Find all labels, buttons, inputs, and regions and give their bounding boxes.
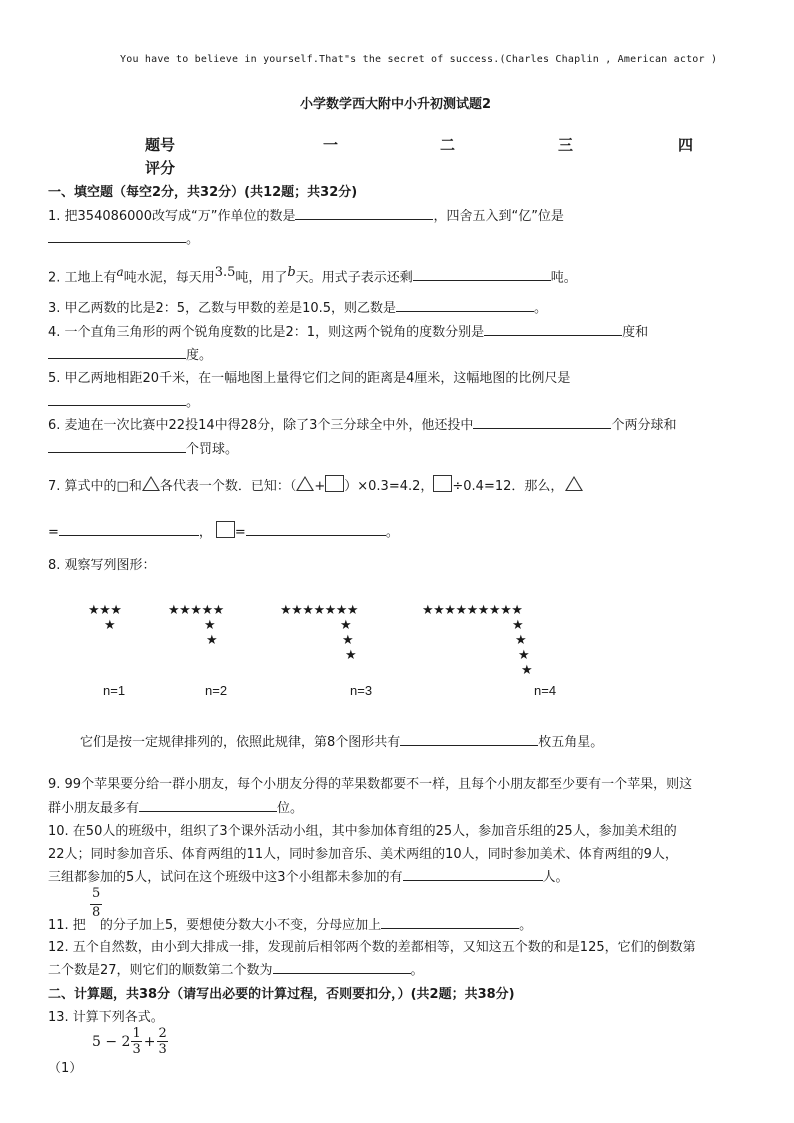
score-col-4: 四: [678, 136, 694, 154]
triangle-icon: [296, 476, 314, 491]
q2-text-b: 吨水泥，每天用: [123, 270, 215, 286]
q7-text-h: =: [234, 525, 246, 540]
question-10-line3: [48, 866, 569, 885]
q7-text-a: 7. 算式中的□和: [48, 479, 142, 494]
q11-fraction-bar: [90, 904, 102, 905]
q7-text-d: ）×0.3=4.2，: [344, 479, 434, 494]
q3-text-b: 。: [534, 301, 548, 316]
q9-text-b: 群小朋友最多有: [48, 801, 140, 816]
question-5-line2: [48, 391, 199, 410]
q4-text-b: 度和: [622, 325, 649, 340]
question-11: [48, 914, 532, 933]
q7-blank-2[interactable]: [246, 521, 386, 536]
score-table-row2-label: 评分: [145, 159, 176, 177]
q6-blank-2[interactable]: [48, 438, 186, 453]
triangle-icon: [565, 476, 583, 491]
q8-text-b: 它们是按一定规律排列的，依照此规律，第8个图形共有: [80, 735, 401, 750]
q13-fraction-1-den: 3: [132, 1042, 141, 1057]
question-2: [48, 265, 577, 285]
q6-text-a: 6. 麦迪在一次比赛中22投14中得28分，除了3个三分球全中外，他还投中: [48, 418, 474, 433]
score-table-row1-label: 题号: [145, 136, 176, 154]
q2-blank[interactable]: [413, 266, 551, 281]
question-5: [48, 367, 570, 386]
q7-text-b: 各代表一个数．已知：（: [159, 479, 297, 494]
q6-text-b: 个两分球和: [611, 418, 677, 433]
section2-heading: 二、计算题，共38分（请写出必要的计算过程，否则要扣分，）(共2题；共38分): [48, 987, 515, 1002]
star-figure-3-col-2: ★: [342, 633, 354, 648]
q9-text-c: 位。: [277, 801, 304, 816]
star-figure-3-col-3: ★: [345, 648, 357, 663]
question-7: [48, 475, 583, 494]
question-8-answer: [80, 731, 603, 750]
q4-text-a: 4. 一个直角三角形的两个锐角度数的比是2：1，则这两个锐角的度数分别是: [48, 325, 485, 340]
q2-num: 3.5: [214, 265, 236, 280]
page-title: 小学数学西大附中小升初测试题2: [300, 97, 492, 112]
q12-blank[interactable]: [273, 959, 411, 974]
q7-text-e: ÷0.4=12．那么，: [452, 479, 564, 494]
question-1-line2: [48, 228, 199, 247]
q11-text-c: 。: [519, 918, 533, 933]
star-figure-1-col-1: ★: [104, 618, 116, 633]
star-figure-2-col-1: ★: [204, 618, 216, 633]
q1-blank-2[interactable]: [48, 228, 186, 243]
star-figure-2: [168, 603, 224, 648]
q12-text-c: 。: [410, 963, 424, 978]
q1-text-a: 1. 把354086000改写成“万”作单位的数是: [48, 209, 296, 224]
q10-text-d: 人。: [542, 870, 569, 885]
star-figure-3: [280, 603, 358, 663]
q13-fraction-1-num: 1: [132, 1026, 141, 1041]
q12-text-b: 二个数是27，则它们的顺数第二个数为: [48, 963, 273, 978]
q11-fraction-den: 8: [92, 905, 101, 920]
square-icon: [433, 475, 452, 492]
question-12-line2: [48, 959, 424, 978]
q2-var-b: b: [287, 265, 296, 280]
star-figure-3-top: ★★★★★★★: [280, 603, 359, 618]
q4-blank-1[interactable]: [484, 321, 622, 336]
q7-text-c: +: [314, 479, 326, 494]
square-icon: [325, 475, 344, 492]
star-figure-1-top: ★★★: [88, 603, 122, 618]
q13-fraction-2: [157, 1026, 167, 1057]
q11-text-a: 11. 把: [48, 918, 86, 933]
q2-text-d: 天。用式子表示还剩: [295, 270, 413, 286]
q13-plus: +: [143, 1033, 156, 1050]
q13-fraction-1: [131, 1026, 141, 1057]
q5-blank[interactable]: [48, 391, 186, 406]
star-figure-3-label: n=3: [350, 683, 373, 698]
question-9: 9. 99个苹果要分给一群小朋友，每个小朋友分得的苹果数都要不一样，且每个小朋友都至少要有一个苹果，则这: [48, 777, 693, 792]
motto-line: You have to believe in yourself.That"s the secret of success.(Charles Chaplin , American actor ): [120, 54, 718, 65]
question-10-line2: 22人；同时参加音乐、体育两组的11人，同时参加音乐、美术两组的10人，同时参加美术、体育两组的9人，: [48, 847, 678, 862]
question-8: 8. 观察写列图形：: [48, 558, 156, 573]
q13-sub-label: （1）: [48, 1061, 83, 1076]
q1-text-b: ，四舍五入到“亿”位是: [433, 209, 564, 224]
q4-blank-2[interactable]: [48, 344, 186, 359]
q11-text-b: 的分子加上5，要想使分数大小不变，分母应加上: [99, 918, 382, 933]
star-figure-4-label: n=4: [534, 683, 557, 698]
q4-text-c: 度。: [186, 348, 213, 363]
question-7-line2: [48, 521, 399, 540]
q2-text-a: 2. 工地上有: [48, 270, 117, 286]
star-figure-1: [88, 603, 121, 633]
q1-blank-1[interactable]: [295, 205, 433, 220]
question-6: [48, 414, 676, 433]
q7-text-f: =: [48, 525, 59, 540]
q6-blank-1[interactable]: [473, 414, 611, 429]
q7-blank-1[interactable]: [59, 521, 199, 536]
star-figure-2-col-2: ★: [206, 633, 218, 648]
star-figure-4-col-3: ★: [518, 648, 530, 663]
question-12: 12. 五个自然数，由小到大排成一排，发现前后相邻两个数的差都相等，又知这五个数的和是125，它们的倒数第: [48, 940, 696, 955]
q2-text-e: 吨。: [550, 270, 577, 286]
question-10: 10. 在50人的班级中，组织了3个课外活动小组，其中参加体育组的25人，参加音乐组的25人，参加美术组的: [48, 824, 677, 839]
star-figure-4-col-1: ★: [512, 618, 524, 633]
triangle-icon: [142, 476, 160, 491]
q10-text-c: 三组都参加的5人，试问在这个班级中这3个小组都未参加的有: [48, 870, 403, 885]
q8-text-c: 枚五角星。: [538, 735, 604, 750]
question-3: [48, 297, 547, 316]
q13-expression-1: [92, 1026, 168, 1057]
q7-text-i: 。: [385, 525, 399, 540]
star-figure-4: [422, 603, 532, 678]
question-1: [48, 205, 564, 224]
q3-blank[interactable]: [396, 297, 534, 312]
question-9-line2: [48, 797, 303, 816]
star-figure-1-label: n=1: [103, 683, 126, 698]
q6-text-c: 个罚球。: [186, 442, 239, 457]
q8-blank[interactable]: [400, 731, 538, 746]
score-col-2: 二: [440, 136, 456, 154]
question-6-line2: [48, 438, 238, 457]
q13-expr-text: 5 − 2: [92, 1033, 131, 1050]
section1-heading: 一、填空题（每空2分，共32分）(共12题；共32分): [48, 185, 358, 200]
q10-blank[interactable]: [403, 866, 543, 881]
q11-blank[interactable]: [381, 914, 519, 929]
q11-fraction-num: 5: [92, 886, 101, 901]
q13-fraction-2-num: 2: [158, 1026, 167, 1041]
score-col-3: 三: [558, 136, 574, 154]
q3-text-a: 3. 甲乙两数的比是2：5，乙数与甲数的差是10.5，则乙数是: [48, 301, 397, 316]
square-icon: [216, 521, 235, 538]
star-figure-2-top: ★★★★★: [168, 603, 224, 618]
q2-var-a: a: [116, 265, 124, 279]
q13-fraction-2-den: 3: [158, 1042, 167, 1057]
question-13: 13. 计算下列各式。: [48, 1010, 164, 1025]
q1-text-c: 。: [186, 232, 200, 247]
star-figure-3-col-1: ★: [340, 618, 352, 633]
star-figure-4-col-2: ★: [515, 633, 527, 648]
score-col-1: 一: [323, 136, 339, 154]
q2-text-c: 吨，用了: [235, 270, 288, 286]
q7-text-g: ，: [198, 525, 212, 540]
star-figure-4-col-4: ★: [521, 663, 533, 678]
star-figure-4-top: ★★★★★★★★★: [422, 603, 523, 618]
q5-text-b: 。: [186, 395, 200, 410]
question-4-line2: [48, 344, 212, 363]
q9-blank[interactable]: [139, 797, 277, 812]
question-4: [48, 321, 648, 340]
q5-text-a: 5. 甲乙两地相距20千米，在一幅地图上量得它们之间的距离是4厘米，这幅地图的比例尺是: [48, 371, 571, 386]
star-figure-2-label: n=2: [205, 683, 228, 698]
